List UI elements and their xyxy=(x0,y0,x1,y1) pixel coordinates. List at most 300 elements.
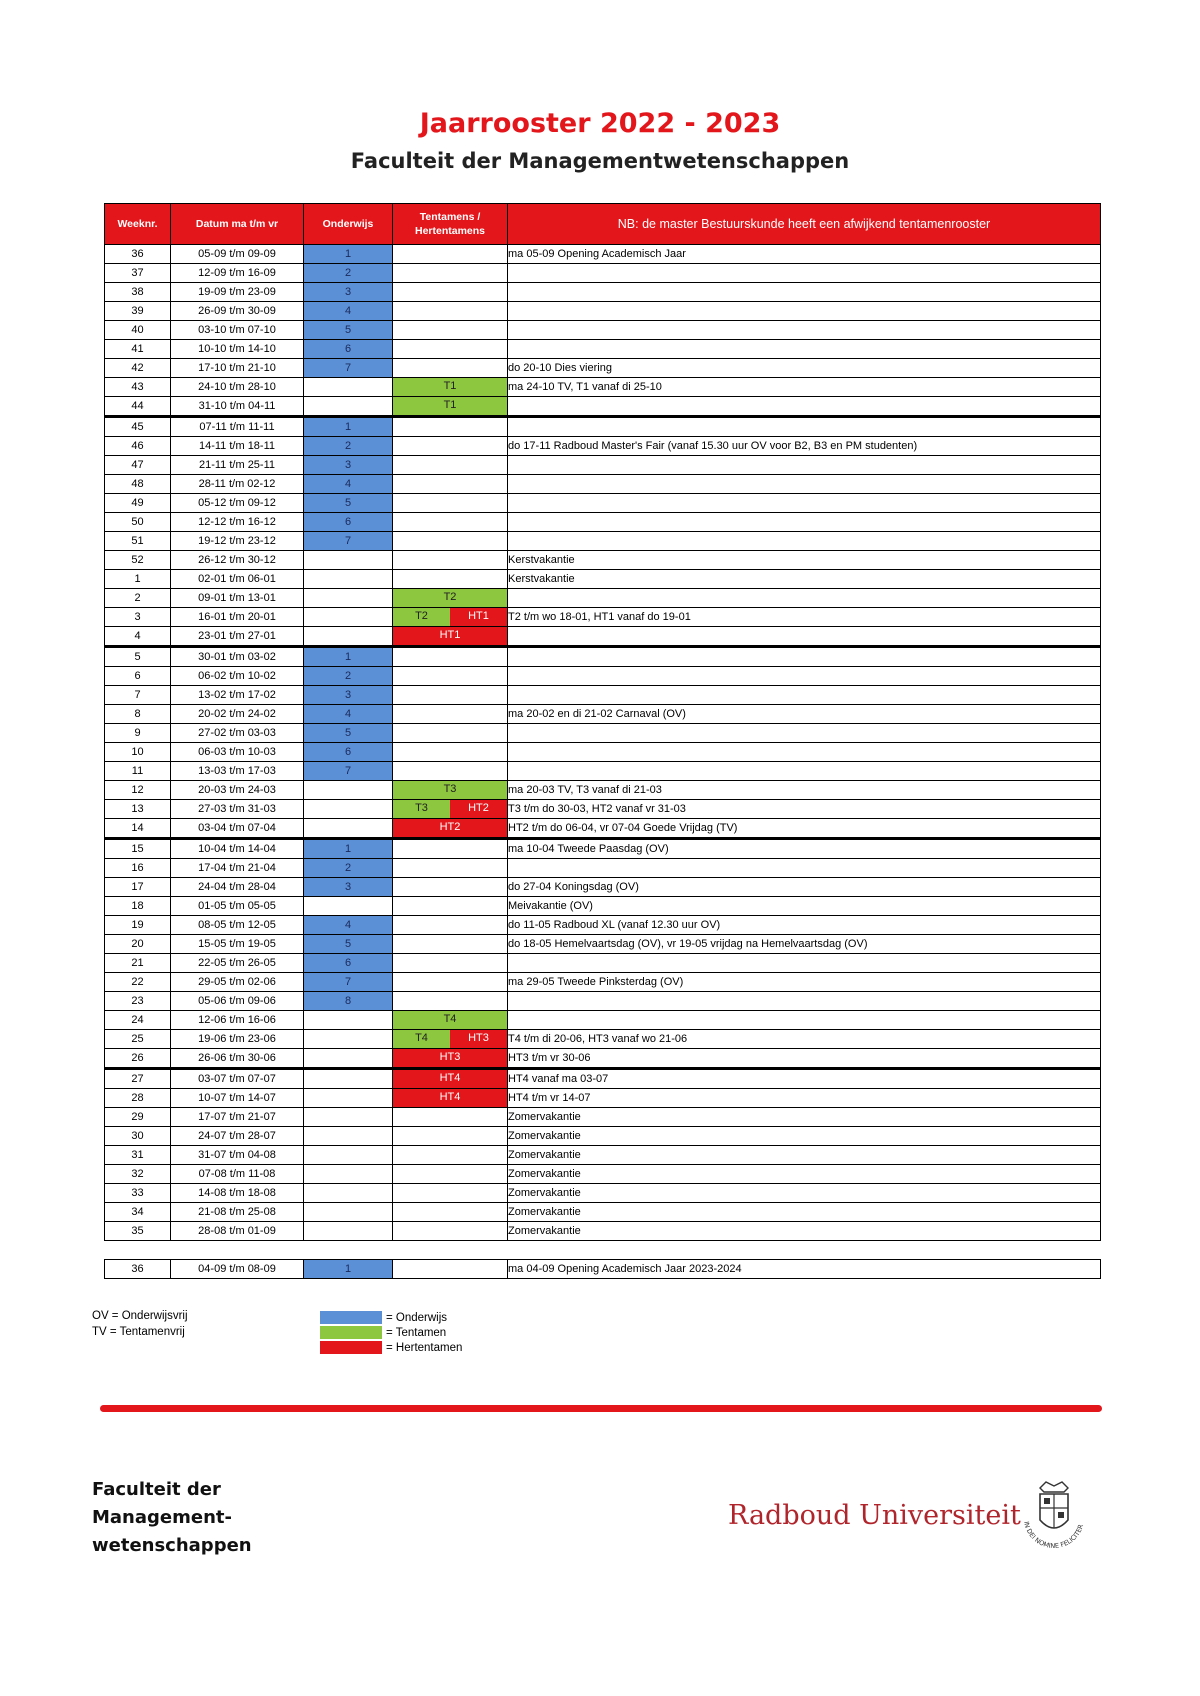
onderwijs-cell xyxy=(304,897,393,916)
remark-cell: Zomervakantie xyxy=(508,1222,1101,1241)
tentamen-cell xyxy=(393,475,508,494)
week-cell: 1 xyxy=(105,570,171,589)
table-row xyxy=(105,819,1101,839)
week-cell: 18 xyxy=(105,897,171,916)
onderwijs-cell xyxy=(304,627,393,647)
onderwijs-cell: 1 xyxy=(304,1260,393,1279)
legend-onderwijs xyxy=(320,1310,462,1325)
tentamen-segments xyxy=(393,800,507,818)
tentamen-cell xyxy=(393,1203,508,1222)
onderwijs-cell xyxy=(304,1089,393,1108)
remark-cell xyxy=(508,954,1101,973)
tentamen-cell xyxy=(393,1222,508,1241)
week-cell: 26 xyxy=(105,1049,171,1069)
remark-cell xyxy=(508,743,1101,762)
tentamen-cell xyxy=(393,878,508,897)
week-cell: 23 xyxy=(105,992,171,1011)
date-cell: 20-02 t/m 24-02 xyxy=(171,705,304,724)
remark-cell xyxy=(508,589,1101,608)
hertentamen-badge: HT2 xyxy=(450,800,507,818)
week-cell: 52 xyxy=(105,551,171,570)
date-cell: 01-05 t/m 05-05 xyxy=(171,897,304,916)
tentamen-cell xyxy=(393,1184,508,1203)
week-cell: 2 xyxy=(105,589,171,608)
onderwijs-cell: 5 xyxy=(304,724,393,743)
week-cell: 48 xyxy=(105,475,171,494)
remark-cell xyxy=(508,762,1101,781)
date-cell: 21-08 t/m 25-08 xyxy=(171,1203,304,1222)
remark-cell: Zomervakantie xyxy=(508,1127,1101,1146)
tentamen-cell xyxy=(393,973,508,992)
week-cell: 27 xyxy=(105,1069,171,1089)
date-cell: 22-05 t/m 26-05 xyxy=(171,954,304,973)
onderwijs-cell: 1 xyxy=(304,245,393,264)
tentamen-badge: T1 xyxy=(393,397,507,415)
remark-cell: T3 t/m do 30-03, HT2 vanaf vr 31-03 xyxy=(508,800,1101,819)
onderwijs-cell xyxy=(304,570,393,589)
onderwijs-cell xyxy=(304,378,393,397)
week-cell: 33 xyxy=(105,1184,171,1203)
onderwijs-cell: 7 xyxy=(304,973,393,992)
tentamen-badge: T3 xyxy=(393,781,507,799)
onderwijs-cell: 6 xyxy=(304,513,393,532)
onderwijs-cell xyxy=(304,1030,393,1049)
week-cell: 4 xyxy=(105,627,171,647)
remark-cell: HT4 vanaf ma 03-07 xyxy=(508,1069,1101,1089)
remark-cell: Zomervakantie xyxy=(508,1146,1101,1165)
remark-cell: Zomervakantie xyxy=(508,1184,1101,1203)
remark-cell: ma 04-09 Opening Academisch Jaar 2023-2024 xyxy=(508,1260,1101,1279)
tentamen-cell xyxy=(393,321,508,340)
table-row xyxy=(105,1089,1101,1108)
week-cell: 36 xyxy=(105,1260,171,1279)
date-cell: 02-01 t/m 06-01 xyxy=(171,570,304,589)
tentamen-cell xyxy=(393,551,508,570)
table-row xyxy=(105,321,1101,340)
date-cell: 10-07 t/m 14-07 xyxy=(171,1089,304,1108)
remark-cell: ma 05-09 Opening Academisch Jaar xyxy=(508,245,1101,264)
remark-cell: do 18-05 Hemelvaartsdag (OV), vr 19-05 vrijdag na Hemelvaartsdag (OV) xyxy=(508,935,1101,954)
color-legend xyxy=(320,1310,462,1355)
tentamen-cell xyxy=(393,781,508,800)
table-row xyxy=(105,378,1101,397)
date-cell: 12-06 t/m 16-06 xyxy=(171,1011,304,1030)
week-cell: 12 xyxy=(105,781,171,800)
hertentamen-swatch xyxy=(320,1341,382,1354)
remark-cell: Meivakantie (OV) xyxy=(508,897,1101,916)
table-row xyxy=(105,417,1101,437)
hertentamen-badge: HT1 xyxy=(450,608,507,626)
tentamen-segments xyxy=(393,1070,507,1088)
week-cell: 43 xyxy=(105,378,171,397)
tentamen-segments xyxy=(393,1030,507,1048)
remark-cell: ma 10-04 Tweede Paasdag (OV) xyxy=(508,839,1101,859)
remark-cell xyxy=(508,686,1101,705)
tentamen-cell xyxy=(393,647,508,667)
onderwijs-cell xyxy=(304,1203,393,1222)
tentamen-segments xyxy=(393,1089,507,1107)
table-row xyxy=(105,1108,1101,1127)
onderwijs-cell: 6 xyxy=(304,340,393,359)
legend-hertentamen-label: = Hertentamen xyxy=(386,1341,463,1354)
table-row xyxy=(105,724,1101,743)
week-cell: 5 xyxy=(105,647,171,667)
table-row xyxy=(105,647,1101,667)
week-cell: 35 xyxy=(105,1222,171,1241)
onderwijs-cell xyxy=(304,1146,393,1165)
onderwijs-cell: 5 xyxy=(304,935,393,954)
onderwijs-cell xyxy=(304,1127,393,1146)
table-row xyxy=(105,1127,1101,1146)
tentamen-cell xyxy=(393,1089,508,1108)
tentamen-cell xyxy=(393,397,508,417)
table-row xyxy=(105,513,1101,532)
tentamen-cell xyxy=(393,935,508,954)
onderwijs-cell xyxy=(304,589,393,608)
date-cell: 10-04 t/m 14-04 xyxy=(171,839,304,859)
table-row xyxy=(105,762,1101,781)
table-row xyxy=(105,1222,1101,1241)
tentamen-badge: T1 xyxy=(393,378,507,396)
week-cell: 16 xyxy=(105,859,171,878)
week-cell: 3 xyxy=(105,608,171,627)
date-cell: 24-07 t/m 28-07 xyxy=(171,1127,304,1146)
table-row xyxy=(105,839,1101,859)
week-cell: 7 xyxy=(105,686,171,705)
header-date: Datum ma t/m vr xyxy=(171,204,304,245)
remark-cell xyxy=(508,494,1101,513)
week-cell: 31 xyxy=(105,1146,171,1165)
remark-cell: ma 20-02 en di 21-02 Carnaval (OV) xyxy=(508,705,1101,724)
tentamen-badge: T4 xyxy=(393,1011,507,1029)
tentamen-cell xyxy=(393,1108,508,1127)
legend-onderwijs-label: = Onderwijs xyxy=(386,1311,448,1324)
university-name: Radboud Universiteit xyxy=(728,1500,1021,1531)
faculty-line-3: wetenschappen xyxy=(92,1535,252,1556)
week-cell: 34 xyxy=(105,1203,171,1222)
faculty-name xyxy=(92,1476,252,1560)
header-ov: Onderwijs xyxy=(304,204,393,245)
table-row xyxy=(105,743,1101,762)
remark-cell: ma 29-05 Tweede Pinksterdag (OV) xyxy=(508,973,1101,992)
date-cell: 03-10 t/m 07-10 xyxy=(171,321,304,340)
onderwijs-cell xyxy=(304,551,393,570)
remark-cell xyxy=(508,992,1101,1011)
date-cell: 29-05 t/m 02-06 xyxy=(171,973,304,992)
week-cell: 28 xyxy=(105,1089,171,1108)
tentamen-swatch xyxy=(320,1326,382,1339)
tentamen-cell xyxy=(393,608,508,627)
onderwijs-cell xyxy=(304,1049,393,1069)
tentamen-segments xyxy=(393,819,507,837)
tentamen-cell xyxy=(393,954,508,973)
tentamen-cell xyxy=(393,532,508,551)
onderwijs-cell: 4 xyxy=(304,302,393,321)
date-cell: 12-09 t/m 16-09 xyxy=(171,264,304,283)
onderwijs-cell: 5 xyxy=(304,321,393,340)
week-cell: 47 xyxy=(105,456,171,475)
header-tt-line1: Tentamens / xyxy=(419,211,481,223)
onderwijs-cell: 6 xyxy=(304,743,393,762)
remark-cell xyxy=(508,724,1101,743)
onderwijs-cell xyxy=(304,800,393,819)
date-cell: 27-02 t/m 03-03 xyxy=(171,724,304,743)
tentamen-cell xyxy=(393,570,508,589)
date-cell: 12-12 t/m 16-12 xyxy=(171,513,304,532)
remark-cell xyxy=(508,264,1101,283)
date-cell: 07-08 t/m 11-08 xyxy=(171,1165,304,1184)
date-cell: 23-01 t/m 27-01 xyxy=(171,627,304,647)
date-cell: 26-09 t/m 30-09 xyxy=(171,302,304,321)
remark-cell xyxy=(508,647,1101,667)
week-cell: 44 xyxy=(105,397,171,417)
table-row xyxy=(105,1069,1101,1089)
tentamen-cell xyxy=(393,456,508,475)
onderwijs-cell: 6 xyxy=(304,954,393,973)
week-cell: 9 xyxy=(105,724,171,743)
remark-cell xyxy=(508,627,1101,647)
onderwijs-cell: 2 xyxy=(304,667,393,686)
date-cell: 30-01 t/m 03-02 xyxy=(171,647,304,667)
tentamen-cell xyxy=(393,1030,508,1049)
table-row xyxy=(105,494,1101,513)
remark-cell: do 17-11 Radboud Master's Fair (vanaf 15.30 uur OV voor B2, B3 en PM studenten) xyxy=(508,437,1101,456)
table-row xyxy=(105,667,1101,686)
date-cell: 13-02 t/m 17-02 xyxy=(171,686,304,705)
table-row xyxy=(105,397,1101,417)
table-row xyxy=(105,1030,1101,1049)
hertentamen-badge: HT3 xyxy=(393,1049,507,1067)
table-row xyxy=(105,800,1101,819)
tentamen-cell xyxy=(393,264,508,283)
onderwijs-cell: 7 xyxy=(304,359,393,378)
date-cell: 14-08 t/m 18-08 xyxy=(171,1184,304,1203)
date-cell: 17-10 t/m 21-10 xyxy=(171,359,304,378)
table-row xyxy=(105,340,1101,359)
tentamen-cell xyxy=(393,245,508,264)
tentamen-cell xyxy=(393,1011,508,1030)
date-cell: 26-12 t/m 30-12 xyxy=(171,551,304,570)
remark-cell: HT4 t/m vr 14-07 xyxy=(508,1089,1101,1108)
remark-cell xyxy=(508,859,1101,878)
table-row xyxy=(105,954,1101,973)
table-row xyxy=(105,1011,1101,1030)
tentamen-cell xyxy=(393,1127,508,1146)
legend-hertentamen xyxy=(320,1340,462,1355)
tentamen-cell xyxy=(393,437,508,456)
tentamen-cell xyxy=(393,1260,508,1279)
remark-cell xyxy=(508,456,1101,475)
date-cell: 08-05 t/m 12-05 xyxy=(171,916,304,935)
header-tt xyxy=(393,204,508,245)
table-row xyxy=(105,302,1101,321)
tentamen-segments xyxy=(393,781,507,799)
header-tt-line2: Hertentamens xyxy=(414,225,486,237)
table-row xyxy=(105,589,1101,608)
remark-cell xyxy=(508,397,1101,417)
onderwijs-cell xyxy=(304,397,393,417)
legend-ov-abbrev: OV = Onderwijsvrij xyxy=(92,1310,188,1322)
tentamen-cell xyxy=(393,819,508,839)
date-cell: 24-10 t/m 28-10 xyxy=(171,378,304,397)
date-cell: 03-04 t/m 07-04 xyxy=(171,819,304,839)
remark-cell: HT2 t/m do 06-04, vr 07-04 Goede Vrijdag (TV) xyxy=(508,819,1101,839)
week-cell: 45 xyxy=(105,417,171,437)
legend-tentamen xyxy=(320,1325,462,1340)
tentamen-cell xyxy=(393,589,508,608)
onderwijs-cell: 4 xyxy=(304,475,393,494)
table-row xyxy=(105,1165,1101,1184)
tentamen-cell xyxy=(393,1069,508,1089)
date-cell: 06-03 t/m 10-03 xyxy=(171,743,304,762)
onderwijs-cell: 1 xyxy=(304,839,393,859)
date-cell: 21-11 t/m 25-11 xyxy=(171,456,304,475)
tentamen-cell xyxy=(393,378,508,397)
week-cell: 32 xyxy=(105,1165,171,1184)
onderwijs-cell: 2 xyxy=(304,437,393,456)
date-cell: 19-06 t/m 23-06 xyxy=(171,1030,304,1049)
table-row xyxy=(105,359,1101,378)
remark-cell: Zomervakantie xyxy=(508,1165,1101,1184)
onderwijs-cell: 7 xyxy=(304,532,393,551)
week-cell: 40 xyxy=(105,321,171,340)
tentamen-segments xyxy=(393,627,507,645)
week-cell: 37 xyxy=(105,264,171,283)
table-row xyxy=(105,456,1101,475)
table-row xyxy=(105,781,1101,800)
tentamen-segments xyxy=(393,589,507,607)
tentamen-badge: T2 xyxy=(393,589,507,607)
week-cell: 38 xyxy=(105,283,171,302)
tentamen-cell xyxy=(393,417,508,437)
onderwijs-cell xyxy=(304,1165,393,1184)
week-cell: 11 xyxy=(105,762,171,781)
page-title: Jaarrooster 2022 - 2023 xyxy=(419,108,781,139)
table-row xyxy=(105,264,1101,283)
tentamen-cell xyxy=(393,667,508,686)
week-cell: 29 xyxy=(105,1108,171,1127)
tentamen-cell xyxy=(393,724,508,743)
remark-cell: do 27-04 Koningsdag (OV) xyxy=(508,878,1101,897)
onderwijs-cell xyxy=(304,1222,393,1241)
tentamen-segments xyxy=(393,608,507,626)
table-row xyxy=(105,705,1101,724)
onderwijs-cell: 1 xyxy=(304,647,393,667)
table-row xyxy=(105,1184,1101,1203)
hertentamen-badge: HT4 xyxy=(393,1070,507,1088)
onderwijs-cell xyxy=(304,608,393,627)
abbreviation-legend xyxy=(92,1308,188,1340)
week-cell: 6 xyxy=(105,667,171,686)
tentamen-cell xyxy=(393,992,508,1011)
hertentamen-badge: HT3 xyxy=(450,1030,507,1048)
onderwijs-cell xyxy=(304,1184,393,1203)
week-cell: 8 xyxy=(105,705,171,724)
table-row xyxy=(105,878,1101,897)
footer-divider xyxy=(100,1405,1102,1412)
remark-cell: T4 t/m di 20-06, HT3 vanaf wo 21-06 xyxy=(508,1030,1101,1049)
week-cell: 17 xyxy=(105,878,171,897)
week-cell: 41 xyxy=(105,340,171,359)
date-cell: 04-09 t/m 08-09 xyxy=(171,1260,304,1279)
table-header-row xyxy=(105,204,1101,245)
table-row xyxy=(105,245,1101,264)
onderwijs-cell: 3 xyxy=(304,283,393,302)
table-row xyxy=(105,916,1101,935)
date-cell: 05-12 t/m 09-12 xyxy=(171,494,304,513)
remark-cell: T2 t/m wo 18-01, HT1 vanaf do 19-01 xyxy=(508,608,1101,627)
hertentamen-badge: HT1 xyxy=(393,627,507,645)
date-cell: 20-03 t/m 24-03 xyxy=(171,781,304,800)
table-row xyxy=(105,283,1101,302)
remark-cell: ma 20-03 TV, T3 vanaf di 21-03 xyxy=(508,781,1101,800)
date-cell: 10-10 t/m 14-10 xyxy=(171,340,304,359)
tentamen-cell xyxy=(393,686,508,705)
table-row xyxy=(105,992,1101,1011)
remark-cell xyxy=(508,340,1101,359)
table-row xyxy=(105,437,1101,456)
hertentamen-badge: HT2 xyxy=(393,819,507,837)
tentamen-cell xyxy=(393,283,508,302)
date-cell: 17-07 t/m 21-07 xyxy=(171,1108,304,1127)
date-cell: 05-09 t/m 09-09 xyxy=(171,245,304,264)
tentamen-cell xyxy=(393,916,508,935)
date-cell: 15-05 t/m 19-05 xyxy=(171,935,304,954)
tentamen-badge: T4 xyxy=(393,1030,450,1048)
remark-cell xyxy=(508,321,1101,340)
header-note: NB: de master Bestuurskunde heeft een afwijkend tentamenrooster xyxy=(508,204,1101,245)
tentamen-cell xyxy=(393,743,508,762)
tentamen-cell xyxy=(393,359,508,378)
date-cell: 09-01 t/m 13-01 xyxy=(171,589,304,608)
remark-cell: do 20-10 Dies viering xyxy=(508,359,1101,378)
remark-cell xyxy=(508,532,1101,551)
week-cell: 21 xyxy=(105,954,171,973)
date-cell: 05-06 t/m 09-06 xyxy=(171,992,304,1011)
week-cell: 19 xyxy=(105,916,171,935)
date-cell: 27-03 t/m 31-03 xyxy=(171,800,304,819)
tentamen-cell xyxy=(393,897,508,916)
date-cell: 19-09 t/m 23-09 xyxy=(171,283,304,302)
faculty-line-2: Management- xyxy=(92,1507,232,1528)
week-cell: 49 xyxy=(105,494,171,513)
tentamen-badge: T3 xyxy=(393,800,450,818)
onderwijs-cell xyxy=(304,781,393,800)
tentamen-cell xyxy=(393,1146,508,1165)
week-cell: 42 xyxy=(105,359,171,378)
onderwijs-cell: 1 xyxy=(304,417,393,437)
spacer-row xyxy=(105,1241,1101,1260)
tentamen-cell xyxy=(393,494,508,513)
table-row xyxy=(105,935,1101,954)
date-cell: 06-02 t/m 10-02 xyxy=(171,667,304,686)
tentamen-cell xyxy=(393,762,508,781)
week-cell: 46 xyxy=(105,437,171,456)
table-row xyxy=(105,1203,1101,1222)
hertentamen-badge: HT4 xyxy=(393,1089,507,1107)
tentamen-cell xyxy=(393,705,508,724)
week-cell: 15 xyxy=(105,839,171,859)
remark-cell xyxy=(508,475,1101,494)
onderwijs-cell xyxy=(304,1108,393,1127)
tentamen-cell xyxy=(393,513,508,532)
tentamen-cell xyxy=(393,340,508,359)
page-subtitle: Faculteit der Managementwetenschappen xyxy=(350,149,850,173)
onderwijs-cell: 5 xyxy=(304,494,393,513)
week-cell: 22 xyxy=(105,973,171,992)
week-cell: 20 xyxy=(105,935,171,954)
seal-motto: IN DEI NOMINE FELICITER xyxy=(1022,1520,1086,1551)
